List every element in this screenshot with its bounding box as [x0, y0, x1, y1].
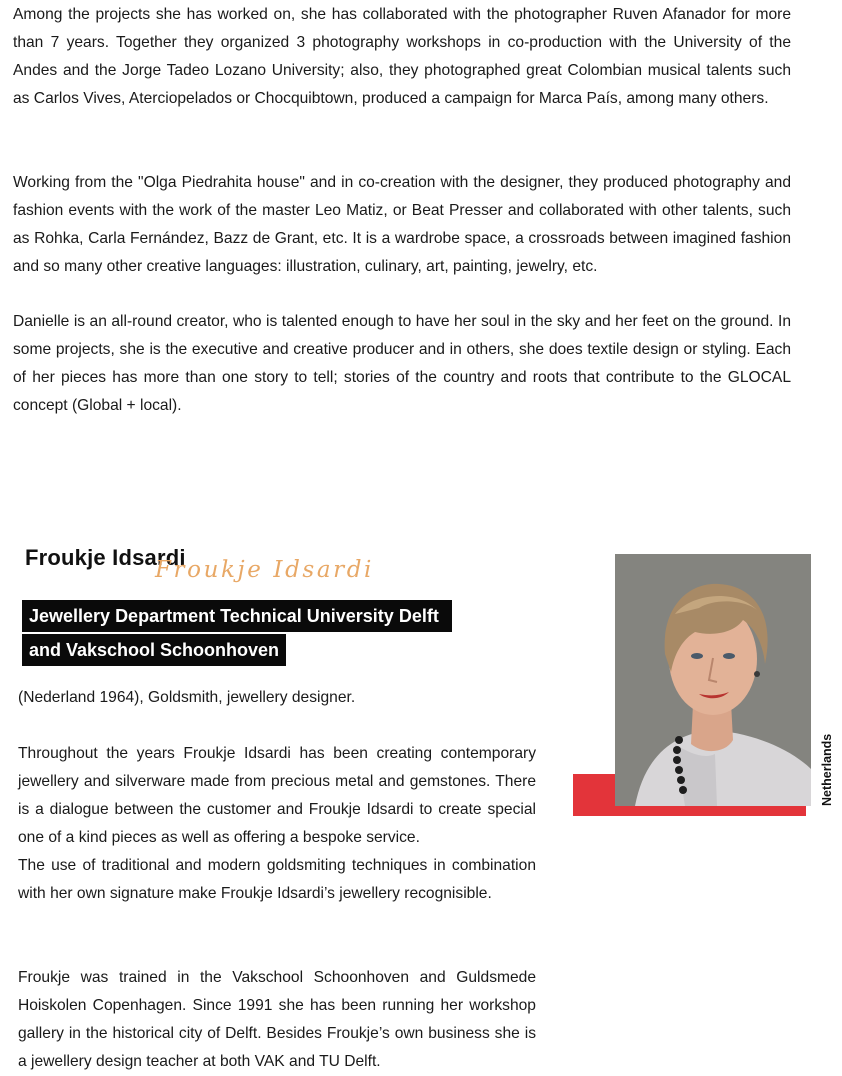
- bio-paragraph: (Nederland 1964), Goldsmith, jewellery designer.: [18, 689, 356, 706]
- intro-paragraph: Among the projects she has worked on, she has collaborated with the photographer Ruven Afanador for more than 7 years. Together they organized 3 photography workshops in co-production with the University of the Andes and the Jorge Tadeo Lozano University; also, they photographed great Colombian musical talents such as Carlos Vives, Aterciopelados or Chocquibtown, produced a campaign for Marca País, among many others.: [13, 6, 791, 107]
- affiliation-label-line2: and Vakschool Schoonhoven: [22, 634, 286, 666]
- intro-paragraph: Danielle is an all-round creator, who is talented enough to have her soul in the sky and her feet on the ground. In some projects, she is the executive and creative producer and in others, she does textile design or styling. Each of her pieces has more than one story to tell; stories of the country and roots that contribute to the GLOCAL concept (Global + local).: [13, 313, 791, 414]
- intro-paragraph: Working from the "Olga Piedrahita house" and in co-creation with the designer, they produced photography and fashion events with the work of the master Leo Matiz, or Beat Presser and collaborated with other talents, such as Rohka, Carla Fernández, Bazz de Grant, etc. It is a wardrobe space, a crossroads between imagined fashion and so many other creative languages: illustration, culinary, art, painting, jewelry, etc.: [13, 174, 791, 275]
- country-label: Netherlands: [820, 733, 834, 806]
- portrait-illustration: [615, 554, 811, 806]
- signature-script: Froukje Idsardi: [155, 557, 375, 583]
- profile-name: Froukje Idsardi: [25, 545, 186, 570]
- portrait-photo: [615, 554, 811, 806]
- bio-paragraph: The use of traditional and modern goldsmiting techniques in combination with her own signature make Froukje Idsardi’s jewellery recognisible.: [18, 857, 536, 902]
- affiliation-label-line1: Jewellery Department Technical University Delft: [22, 600, 452, 632]
- bio-paragraph: Throughout the years Froukje Idsardi has been creating contemporary jewellery and silverware made from precious metal and gemstones. There is a dialogue between the customer and Froukje Idsardi to create special one of a kind pieces as well as offering a bespoke service.: [18, 745, 536, 846]
- bio-paragraph: Froukje was trained in the Vakschool Schoonhoven and Guldsmede Hoiskolen Copenhagen. Since 1991 she has been running her workshop gallery in the historical city of Delft. Besides Froukje’s own business she is a jewellery design teacher at both VAK and TU Delft.: [18, 969, 536, 1070]
